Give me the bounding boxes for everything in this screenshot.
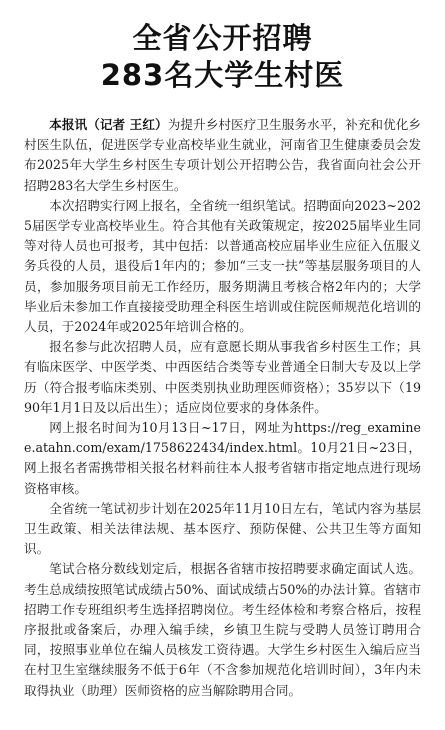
article-paragraph-1-text: 为提升乡村医疗卫生服务水平，补充和优化乡村医生队伍，促进医学专业高校毕业生就业，河南省卫生健康委员会发布2025年大学生乡村医生专项计划公开招聘公告，我省面向社会公开招聘283名大学生乡村医生。 bbox=[24, 117, 422, 193]
article-paragraph-6: 笔试合格分数线划定后，根据各省辖市按招聘要求确定面试人选。考生总成绩按照笔试成绩占50%、面试成绩占50%的办法计算。省辖市招聘工作专班组织考生选择招聘岗位。考生经体检和考察合格后，按程序报批或备案后，办理入编手续，乡镇卫生院与受聘人员签订聘用合同，按照事业单位在编人员核发工资待遇。大学生乡村医生入编后应当在村卫生室继续服务不低于6年（不含参加规范化培训时间），3年内未取得执业（助理）医师资格的应当解除聘用合同。 bbox=[24, 561, 421, 698]
byline: 本报讯（记者 王红） bbox=[49, 117, 168, 132]
article-paragraph-3: 报名参与此次招聘人员，应有意愿长期从事我省乡村医生工作；具有临床医学、中医学类、中西医结合类等专业普通全日制大专及以上学历（符合报考临床类别、中医类别执业助理医师资格）；35岁以下（1990年1月1日及以后出生）；适应岗位要求的身体条件。 bbox=[24, 339, 421, 415]
headline bbox=[24, 20, 421, 94]
article-paragraph-5: 全省统一笔试初步计划在2025年11月10日左右，笔试内容为基层卫生政策、相关法律法规、基本医疗、预防保健、公共卫生等方面知识。 bbox=[24, 500, 421, 557]
article-paragraph-1 bbox=[24, 115, 421, 196]
article-paragraph-2: 本次招聘实行网上报名，全省统一组织笔试。招聘面向2023~2025届医学专业高校毕业生。符合其他有关政策规定，按2025届毕业生同等对待人员也可报考，其中包括：以普通高校应届毕业生应征入伍服义务兵役的人员，退役后1年内的；参加“三支一扶”等基层服务项目的人员，参加服务项目前无工作经历，服务期满且考核合格2年内的；大学毕业后未参加工作直接接受助理全科医生培训或住院医师规范化培训的人员，于2024年或2025年培训合格的。 bbox=[24, 197, 421, 335]
article-paragraph-4: 网上报名时间为10月13日~17日，网址为https://reg_examinee.atahn.com/exam/1758622434/index.html。10月21日~23日，网上报名者需携带相关报名材料前往本人报考省辖市指定地点进行现场资格审核。 bbox=[24, 420, 421, 496]
headline-line-1: 全省公开招聘 bbox=[132, 21, 313, 55]
headline-line-2: 283名大学生村医 bbox=[100, 58, 345, 92]
article-body bbox=[24, 115, 421, 701]
